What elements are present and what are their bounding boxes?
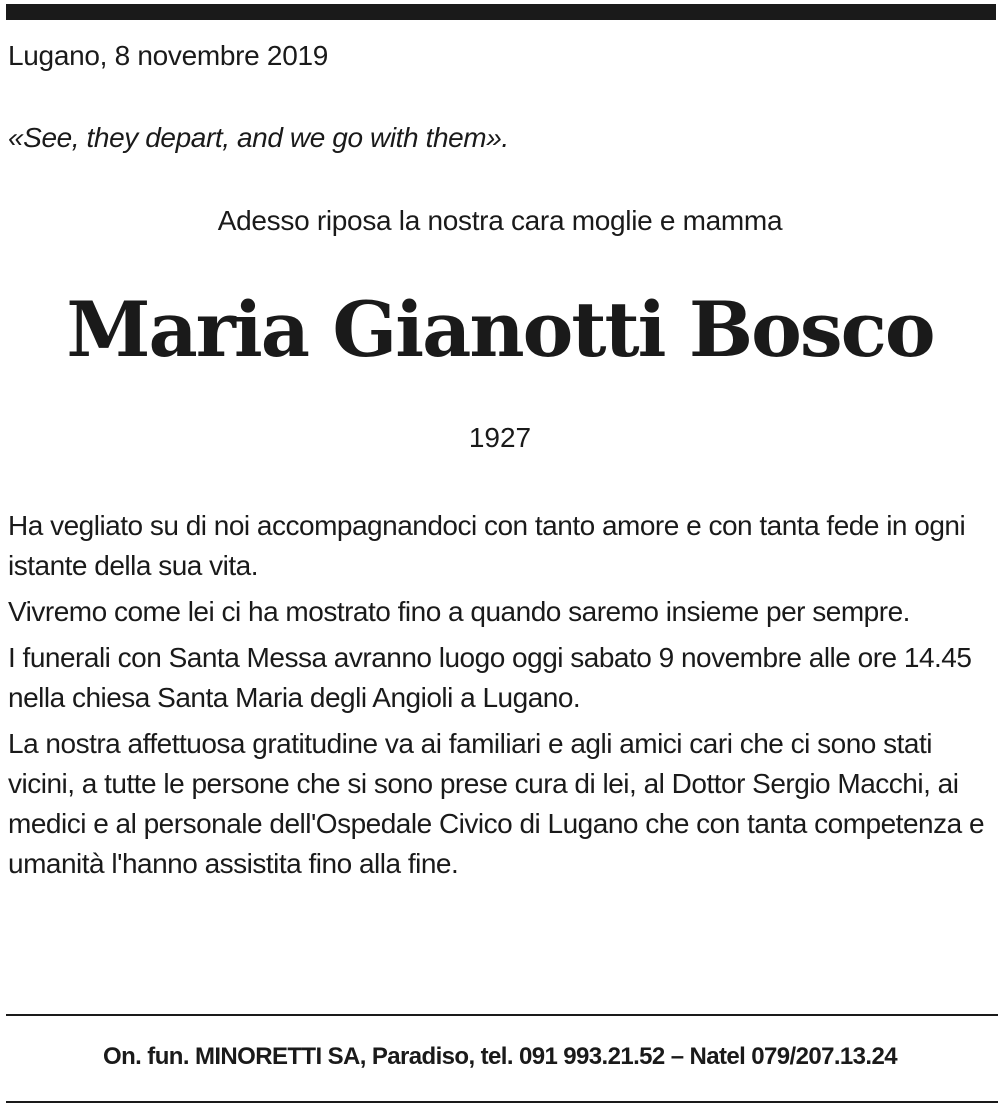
funeral-home-info: On. fun. MINORETTI SA, Paradiso, tel. 091 993.21.52 – Natel 079/207.13.24 [103,1043,897,1070]
epigraph-quote: «See, they depart, and we go with them». [8,122,509,153]
footer-divider-bottom [6,1101,998,1103]
paragraph-funeral: I funerali con Santa Messa avranno luogo oggi sabato 9 novembre alle ore 14.45 nella chiesa Santa Maria degli Angioli a Lugano. [8,642,972,713]
place-date: Lugano, 8 novembre 2019 [8,40,329,71]
paragraph-together: Vivremo come lei ci ha mostrato fino a quando saremo insieme per sempre. [8,596,910,627]
announcement-body [8,506,998,890]
deceased-name: Maria Gianotti Bosco [66,285,934,374]
intro-line: Adesso riposa la nostra cara moglie e mamma [217,205,783,236]
birth-year: 1927 [468,422,532,453]
paragraph-life: Ha vegliato su di noi accompagnandoci con tanto amore e con tanta fede in ogni istante della sua vita. [8,510,966,581]
footer-divider-top [6,1014,998,1016]
top-border-bar [6,4,996,20]
paragraph-gratitude: La nostra affettuosa gratitudine va ai familiari e agli amici cari che ci sono stati vicini, a tutte le persone che si sono prese cura di lei, al Dottor Sergio Macchi, ai medici e al personale dell'Ospedale Civico di Lugano che con tanta competenza e umanità l'hanno assistita fino alla fine. [8,728,985,879]
